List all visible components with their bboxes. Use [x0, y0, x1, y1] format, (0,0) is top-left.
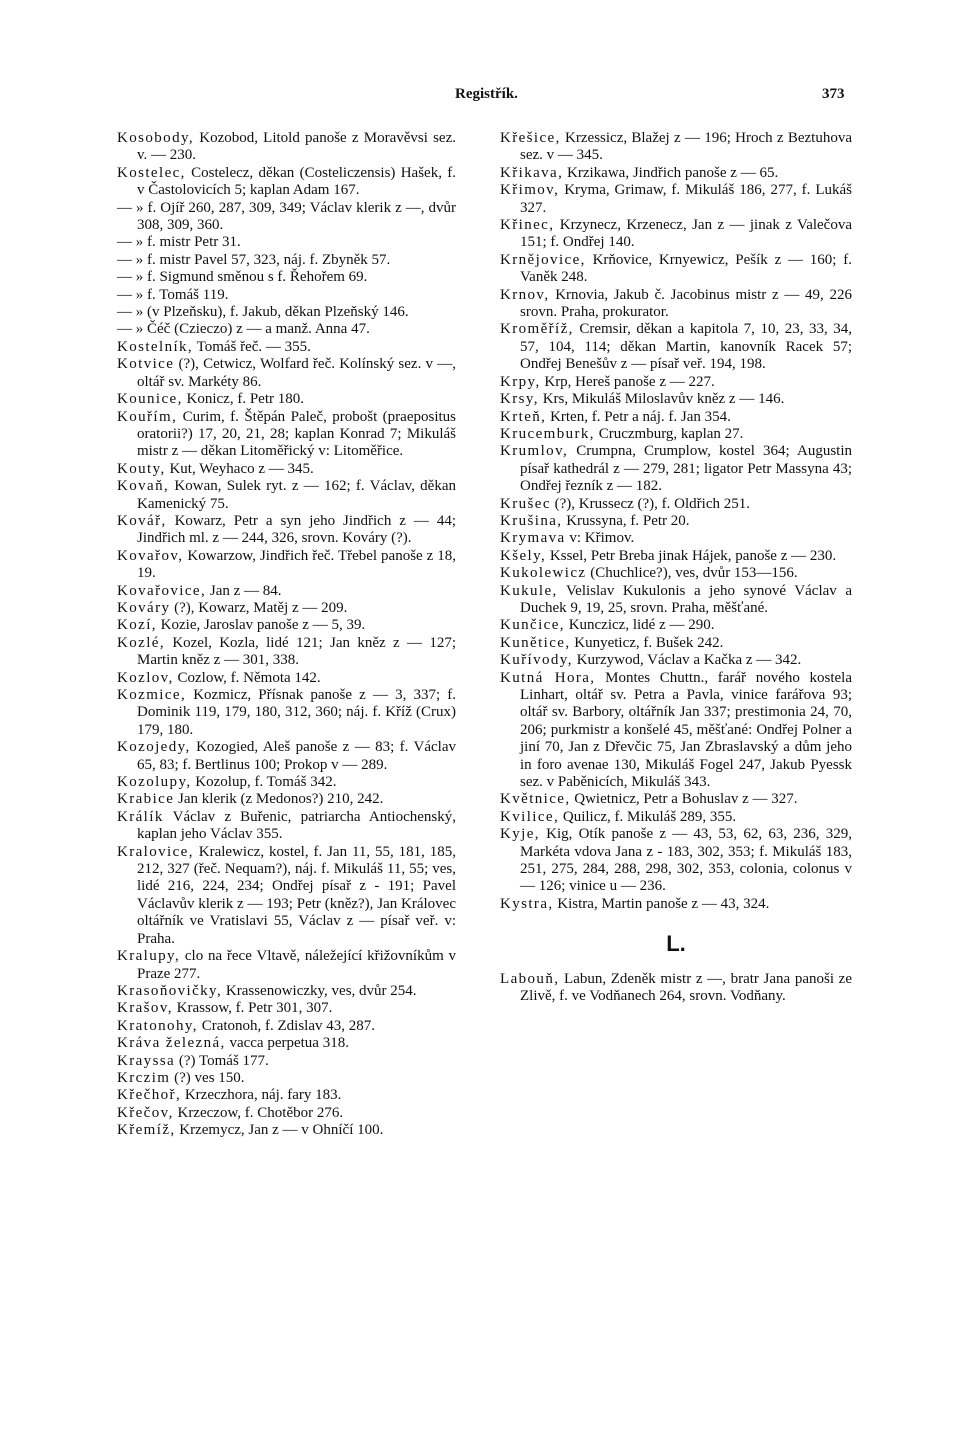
entry-text: Qwietnicz, Petr a Bohuslav z — 327.	[570, 791, 798, 808]
entry-text: (?), Kowarz, Matěj z — 209.	[170, 599, 348, 616]
entry-headword: Kunětice,	[500, 634, 571, 651]
entry-headword: Kukolewicz	[500, 565, 587, 582]
entry-text: Montes Chuttn., farář nového kostela Linhart, oltář sv. Petra a Pavla, vinice farářova 93; oltář sv. Barbory, oltářník Jan 337; prestimonia 24, 70, 206; purkmistr a konšelé 45, měšťané: Ondřej Polner a jiní 70, Jan z Dřevčic 75, Jan Zbraslavský a dům jeho in foro avenae 130, Mikuláš Fogel 247, Jakub Pyessk sez. v Paběnicích, Mikuláš 343.	[520, 669, 852, 791]
index-entry	[117, 478, 456, 513]
entry-text: (Chuchlice?), ves, dvůr 153—156.	[586, 565, 798, 582]
index-entry	[500, 513, 852, 530]
entry-text: Krs, Mikuláš Miloslavův kněz z — 146.	[538, 391, 785, 408]
index-entry	[117, 774, 456, 791]
index-entry	[117, 635, 456, 670]
running-title: Registřík.	[455, 86, 518, 102]
entry-text: Kozel, Kozla, lidé 121; Jan kněz z — 127; Martin kněz z — 301, 338.	[137, 634, 456, 669]
index-entry	[500, 548, 852, 565]
entry-text: Cruczmburg, kaplan 27.	[594, 425, 744, 442]
entry-text: Krassenowiczky, ves, dvůr 254.	[222, 982, 417, 999]
entry-headword: Křikava,	[500, 164, 564, 181]
entry-text: (?) Tomáš 177.	[175, 1052, 269, 1069]
entry-headword: Kukule,	[500, 582, 558, 599]
index-entry	[500, 252, 852, 287]
index-entry	[117, 548, 456, 583]
index-entry	[500, 426, 852, 443]
entry-text: Krňovice, Krnyewicz, Pešík z — 160; f. Vaněk 248.	[520, 251, 852, 286]
index-entry	[117, 1122, 456, 1139]
entry-headword: Krpy,	[500, 373, 541, 390]
entry-headword: Labouň,	[500, 970, 560, 987]
entry-headword: Křečhoř,	[117, 1087, 182, 1104]
entry-headword: Kozí,	[117, 617, 157, 634]
entry-headword: Krteň,	[500, 408, 547, 425]
right-column	[500, 130, 852, 1006]
entry-text: Kozmicz, Přísnak panoše z — 3, 337; f. Dominik 119, 179, 180, 312, 360; náj. f. Kříž (Crux) 179, 180.	[137, 687, 456, 738]
entry-headword: Kutná Hora,	[500, 669, 596, 686]
entry-headword: Kotvice	[117, 356, 175, 373]
entry-text: Krp, Hereš panoše z — 227.	[540, 373, 715, 390]
entry-headword: Kovář,	[117, 512, 167, 529]
right-column-entries	[500, 130, 852, 913]
entry-text: — » f. mistr Pavel 57, 323, náj. f. Zbyněk 57.	[117, 251, 391, 268]
entry-text: Costelecz, děkan (Costeliczensis) Hašek, f. v Častolovicích 5; kaplan Adam 167.	[137, 164, 456, 199]
index-entry	[117, 269, 456, 286]
entry-text: Václav z Buřenic, patriarcha Antiochenský, kaplan jeho Václav 355.	[137, 808, 456, 843]
entry-text: Krnovia, Jakub č. Jacobinus mistr z — 49, 226 srovn. Praha, prokurator.	[520, 286, 852, 321]
entry-text: Kowarzow, Jindřich řeč. Třebel panoše z 18, 19.	[137, 547, 456, 582]
entry-text: Kowan, Sulek ryt. z — 162; f. Václav, děkan Kamenický 75.	[137, 478, 456, 512]
index-entry	[500, 287, 852, 322]
index-entry	[117, 252, 456, 269]
index-entry	[117, 513, 456, 548]
entry-text: vacca perpetua 318.	[225, 1035, 349, 1052]
index-entry	[117, 1018, 456, 1035]
index-entry	[500, 670, 852, 792]
index-entry	[500, 496, 852, 513]
entry-text: Cratonoh, f. Zdislav 43, 287.	[197, 1017, 376, 1034]
entry-text: Kozobod, Litold panoše z Moravěvsi sez. v. — 230.	[137, 130, 456, 164]
index-entry	[117, 983, 456, 1000]
entry-headword: Kozlé,	[117, 634, 165, 651]
index-entry	[117, 287, 456, 304]
right-column-entries-l	[500, 971, 852, 1006]
entry-text: (?), Krussecz (?), f. Oldřich 251.	[550, 495, 750, 512]
entry-text: Kozogied, Aleš panoše z — 83; f. Václav 65, 83; f. Bertlinus 100; Prokop v — 289.	[137, 739, 456, 773]
index-entry	[117, 165, 456, 200]
index-entry	[500, 617, 852, 634]
entry-headword: Kozmice,	[117, 687, 187, 703]
index-entry	[117, 844, 456, 948]
entry-text: Krzessicz, Blažej z — 196; Hroch z Beztuhova sez. v — 345.	[520, 130, 852, 164]
entry-text: Kig, Otík panoše z — 43, 53, 62, 63, 236, 329, Markéta vdova Jana z - 183, 302, 353; f. Mikuláš 183, 251, 275, 284, 288, 298, 302, 353, colonia, colonus v — 126; vinice u — 236.	[520, 826, 852, 895]
entry-headword: Kovařov,	[117, 547, 184, 564]
entry-headword: Krczim	[117, 1069, 171, 1086]
entry-text: — » (v Plzeňsku), f. Jakub, děkan Plzeňský 146.	[117, 304, 409, 321]
index-entry	[117, 339, 456, 356]
entry-headword: Kozolupy,	[117, 774, 192, 791]
index-entry	[117, 617, 456, 634]
entry-headword: Krasoňovičky,	[117, 982, 223, 999]
entry-text: Kut, Weyhaco z — 345.	[165, 460, 314, 477]
entry-text: v: Křimov.	[565, 530, 635, 547]
section-heading-l: L.	[666, 931, 686, 957]
index-entry	[117, 1105, 456, 1122]
entry-headword: Křečov,	[117, 1104, 174, 1121]
entry-headword: Kšely,	[500, 547, 547, 564]
entry-text: Kryma, Grimaw, f. Mikuláš 186, 277, f. Lukáš 327.	[520, 182, 852, 216]
entry-text: Jan klerik (z Medonos?) 210, 242.	[174, 791, 384, 808]
entry-text: Kozie, Jaroslav panoše z — 5, 39.	[156, 617, 366, 634]
index-entry	[500, 321, 852, 373]
entry-headword: Krušina,	[500, 512, 563, 529]
entry-text: Velislav Kukulonis a jeho synové Václav a Duchek 9, 19, 25, srovn. Praha, měšťané.	[520, 582, 852, 616]
entry-headword: Krayssa	[117, 1052, 176, 1069]
index-entry	[500, 896, 852, 913]
index-entry	[117, 234, 456, 251]
entry-headword: Kralupy,	[117, 948, 181, 965]
entry-headword: Kystra,	[500, 895, 554, 912]
entry-text: Kunczicz, lidé z — 290.	[564, 617, 715, 634]
entry-text: Kunyeticz, f. Bušek 242.	[570, 634, 724, 651]
entry-text: Tomáš řeč. — 355.	[193, 338, 311, 355]
index-entry	[117, 583, 456, 600]
entry-headword: Kostelec,	[117, 164, 186, 181]
entry-headword: Kouřím,	[117, 408, 178, 425]
index-entry	[500, 391, 852, 408]
entry-headword: Králík	[117, 808, 164, 825]
entry-headword: Krucemburk,	[500, 425, 595, 442]
entry-headword: Křinec,	[500, 217, 555, 234]
index-entry	[500, 374, 852, 391]
entry-headword: Květnice,	[500, 791, 571, 808]
index-entry	[500, 443, 852, 495]
entry-text: Kssel, Petr Breba jinak Hájek, panoše z — 230.	[546, 547, 837, 564]
entry-headword: Kvilice,	[500, 808, 560, 825]
index-entry	[117, 200, 456, 235]
index-entry	[117, 391, 456, 408]
entry-headword: Kováry	[117, 599, 171, 616]
entry-text: Konicz, f. Petr 180.	[182, 391, 304, 408]
entry-headword: Kráva železná,	[117, 1035, 226, 1052]
entry-text: (?), Cetwicz, Wolfard řeč. Kolínský sez. v —, oltář sv. Markéty 86.	[137, 356, 456, 390]
index-entry	[500, 217, 852, 252]
index-entry	[117, 130, 456, 165]
entry-text: Jan z — 84.	[206, 582, 282, 599]
entry-headword: Kunčice,	[500, 617, 565, 634]
index-entry	[500, 971, 852, 1006]
index-entry	[117, 948, 456, 983]
entry-headword: Křimov,	[500, 182, 560, 199]
page-number: 373	[822, 86, 845, 102]
entry-headword: Krsy,	[500, 391, 539, 408]
entry-headword: Kouty,	[117, 460, 166, 477]
entry-text: — » Čéč (Czieczo) z — a manž. Anna 47.	[117, 321, 370, 338]
entry-headword: Krnějovice,	[500, 251, 586, 268]
entry-headword: Křemíž,	[117, 1122, 176, 1139]
index-entry	[117, 600, 456, 617]
entry-text: Kurzywod, Václav a Kačka z — 342.	[572, 652, 802, 669]
entry-text: Krzeczow, f. Chotěbor 276.	[173, 1104, 344, 1121]
index-entry	[117, 321, 456, 338]
index-entry	[500, 165, 852, 182]
entry-headword: Kuřívody,	[500, 652, 573, 669]
index-entry	[500, 826, 852, 896]
index-entry	[117, 687, 456, 739]
entry-text: — » f. Ojíř 260, 287, 309, 349; Václav klerik z —, dvůr 308, 309, 360.	[117, 199, 456, 234]
index-entry	[117, 1000, 456, 1017]
entry-text: — » f. Sigmund směnou s f. Řehořem 69.	[117, 269, 368, 286]
entry-text: Krzeczhora, náj. fary 183.	[181, 1087, 342, 1104]
left-column	[117, 130, 456, 1140]
entry-headword: Kyje,	[500, 826, 540, 843]
entry-headword: Krabice	[117, 791, 175, 808]
entry-headword: Kostelník,	[117, 338, 194, 355]
entry-headword: Kovařovice,	[117, 582, 207, 599]
index-entry	[500, 565, 852, 582]
index-entry	[500, 791, 852, 808]
entry-text: Labun, Zdeněk mistr z —, bratr Jana panoši ze Zlivě, f. ve Vodňanech 264, srovn. Vodňany.	[520, 970, 852, 1005]
index-entry	[117, 1053, 456, 1070]
index-entry	[117, 409, 456, 461]
index-entry	[500, 635, 852, 652]
entry-text: Kozolup, f. Tomáš 342.	[191, 774, 337, 791]
entry-text: clo na řece Vltavě, náležející křižovníkům v Praze 277.	[137, 948, 456, 982]
entry-text: Kowarz, Petr a syn jeho Jindřich z — 44; Jindřich ml. z — 244, 326, srovn. Kováry (?).	[137, 512, 456, 547]
index-entry	[500, 809, 852, 826]
entry-headword: Kratonohy,	[117, 1017, 198, 1034]
index-entry	[500, 182, 852, 217]
entry-text: Crumpna, Crumplow, kostel 364; Augustin písař kathedrál z — 279, 281; ligator Petr Massyna 43; Ondřej řezník z — 182.	[520, 443, 852, 495]
entry-text: Cozlow, f. Němota 142.	[173, 669, 321, 686]
index-entry	[117, 791, 456, 808]
index-entry	[500, 409, 852, 426]
index-entry	[117, 1070, 456, 1087]
index-entry	[117, 809, 456, 844]
entry-text: Krten, f. Petr a náj. f. Jan 354.	[546, 408, 731, 425]
index-entry	[117, 670, 456, 687]
entry-text: Krzynecz, Krzenecz, Jan z — jinak z Valečova 151; f. Ondřej 140.	[520, 217, 852, 251]
entry-headword: Krumlov,	[500, 443, 569, 460]
entry-text: Krussyna, f. Petr 20.	[562, 512, 690, 529]
index-entry	[117, 1035, 456, 1052]
index-entry	[117, 1087, 456, 1104]
index-entry	[500, 583, 852, 618]
index-entry	[117, 739, 456, 774]
entry-headword: Kosobody,	[117, 130, 195, 146]
page-header	[0, 86, 960, 108]
entry-headword: Kozlov,	[117, 669, 174, 686]
entry-text: — » f. Tomáš 119.	[117, 286, 229, 303]
entry-text: (?) ves 150.	[170, 1069, 245, 1086]
index-entry	[117, 356, 456, 391]
index-entry	[500, 652, 852, 669]
entry-text: Krzikawa, Jindřich panoše z — 65.	[563, 164, 779, 181]
entry-text: — » f. mistr Petr 31.	[117, 234, 241, 251]
entry-headword: Křešice,	[500, 130, 561, 146]
entry-text: Curim, f. Štěpán Paleč, probošt (praepositus oratorii?) 17, 20, 21, 28; kaplan Konrad 7; Mikuláš mistr z — děkan Litoměřický v: Litoměřice.	[137, 408, 456, 460]
entry-headword: Kounice,	[117, 391, 183, 408]
entry-text: Kralewicz, kostel, f. Jan 11, 55, 181, 185, 212, 327 (řeč. Nequam?), náj. f. Mikuláš 11, 55; ves, lidé 216, 224, 234; Ondřej písař z - 191; Pavel Václavův klerik z — 193; Petr (kněz?), Jan Královec oltářník ve Vratislavi 55, Václav z — písař veř. v: Praha.	[137, 843, 456, 947]
entry-headword: Kroměříž,	[500, 321, 574, 338]
entry-text: Krzemycz, Jan z — v Ohníčí 100.	[175, 1122, 384, 1139]
index-entry	[500, 530, 852, 547]
entry-headword: Krymava	[500, 530, 566, 547]
entry-text: Krassow, f. Petr 301, 307.	[172, 1000, 333, 1017]
index-entry	[117, 461, 456, 478]
entry-headword: Krašov,	[117, 1000, 173, 1017]
index-entry	[500, 130, 852, 165]
entry-text: Cremsir, děkan a kapitola 7, 10, 23, 33, 34, 57, 104, 114; děkan Martin, kanovník Racek 57; Ondřej Benešův z — písař veř. 194, 198.	[520, 321, 852, 373]
entry-headword: Kovaň,	[117, 478, 170, 495]
entry-headword: Krnov,	[500, 286, 550, 303]
index-entry	[117, 304, 456, 321]
entry-headword: Krušec	[500, 495, 551, 512]
entry-headword: Kralovice,	[117, 843, 194, 860]
entry-text: Kistra, Martin panoše z — 43, 324.	[553, 895, 770, 912]
entry-headword: Kozojedy,	[117, 739, 191, 756]
entry-text: Quilicz, f. Mikuláš 289, 355.	[559, 808, 737, 825]
